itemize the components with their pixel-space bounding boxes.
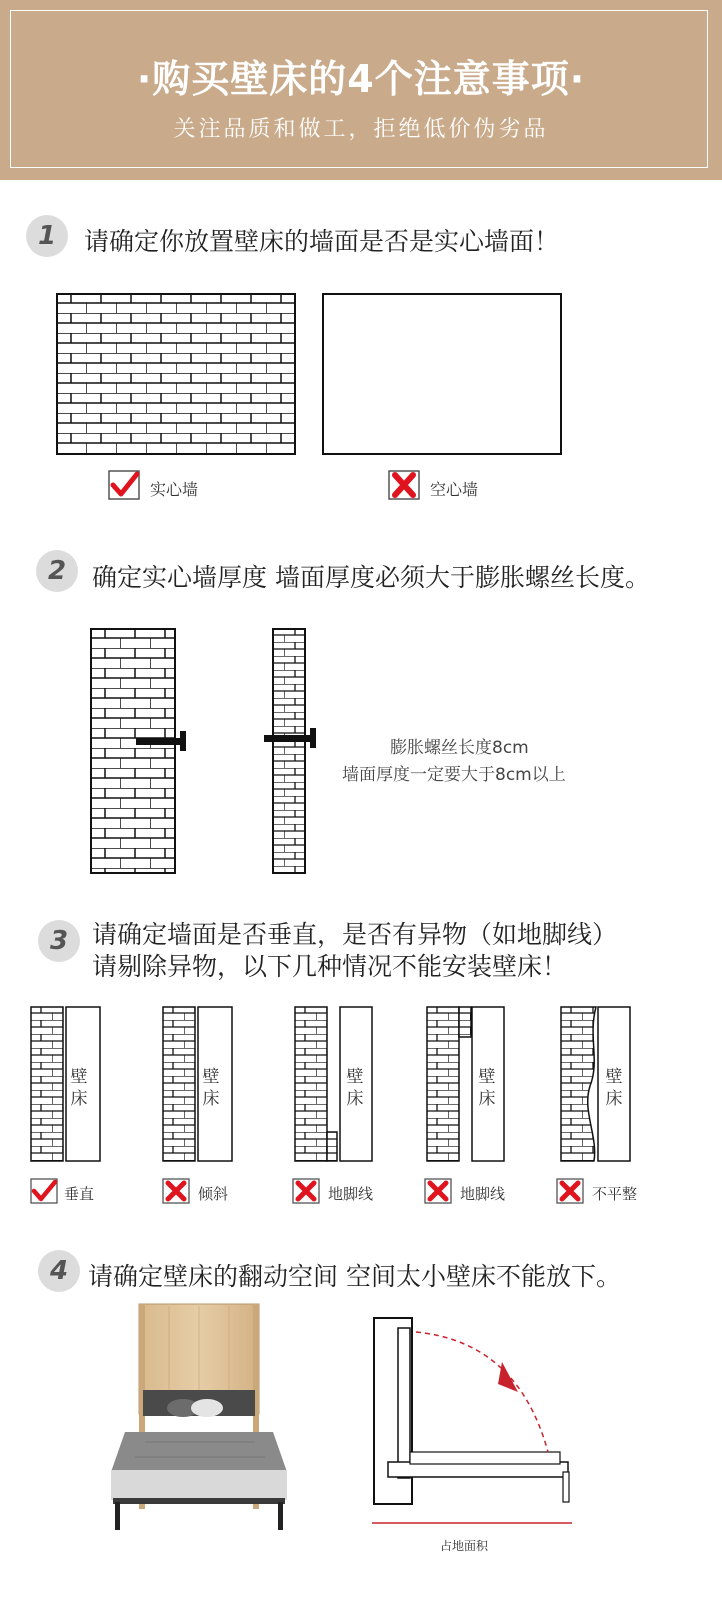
cross-icon [162,1178,192,1206]
step-2-badge: 2 [36,550,78,592]
step-1-badge: 1 [26,215,68,257]
flip-space-diagram [368,1312,578,1512]
step-1-text: 请确定你放置壁床的墙面是否是实心墙面！ [84,227,560,256]
hollow-wall-illustration [322,293,562,455]
step-3-badge: 3 [38,920,80,962]
case-tilt-label: 倾斜 [198,1185,229,1203]
floor-area-line [372,1520,572,1526]
page-title: ·购买壁床的4个注意事项· [136,57,586,101]
step-3-text-line1: 请确定墙面是否垂直，是否有异物（如地脚线） [92,920,618,949]
bed-char-bottom: 床 [202,1089,220,1109]
case-obstacle-label: 地脚线 [460,1185,506,1203]
bed-char-bottom: 床 [70,1089,88,1109]
check-icon [108,470,142,502]
step-4-text: 请确定壁床的翻动空间 空间太小壁床不能放下。 [88,1262,621,1291]
hollow-wall-label: 空心墙 [430,480,479,499]
step-3-text-line2: 请剔除异物，以下几种情况不能安装壁床！ [92,952,568,981]
wall-bed-photo [105,1302,305,1534]
bed-char-top: 壁 [202,1067,220,1087]
floor-area-label: 占地面积 [440,1539,489,1553]
case-baseboard-label: 地脚线 [328,1185,374,1203]
bed-char-bottom: 床 [605,1089,623,1109]
cross-icon [556,1178,586,1206]
cross-icon [292,1178,322,1206]
wall-thickness-text: 墙面厚度一定要大于8cm以上 [342,765,566,785]
bed-char-bottom: 床 [478,1089,496,1109]
bed-char-top: 壁 [605,1067,623,1087]
case-vertical-illustration [30,1006,102,1162]
check-icon [30,1178,60,1206]
solid-wall-label: 实心墙 [150,480,199,499]
bed-char-bottom: 床 [346,1089,364,1109]
cross-icon [424,1178,454,1206]
solid-wall-illustration [56,293,296,455]
cross-icon [388,470,422,502]
case-uneven-label: 不平整 [592,1185,638,1203]
thick-wall-illustration [90,628,192,876]
step-2-text: 确定实心墙厚度 墙面厚度必须大于膨胀螺丝长度。 [92,563,650,592]
step-4-badge: 4 [38,1250,80,1292]
screw-length-text: 膨胀螺丝长度8cm [390,738,529,758]
bed-char-top: 壁 [346,1067,364,1087]
page-subtitle: 关注品质和做工，拒绝低价伪劣品 [173,117,549,142]
bed-char-top: 壁 [70,1067,88,1087]
case-vertical-label: 垂直 [64,1185,95,1203]
bed-char-top: 壁 [478,1067,496,1087]
case-tilt-illustration [162,1006,234,1162]
thin-wall-illustration [262,628,322,876]
